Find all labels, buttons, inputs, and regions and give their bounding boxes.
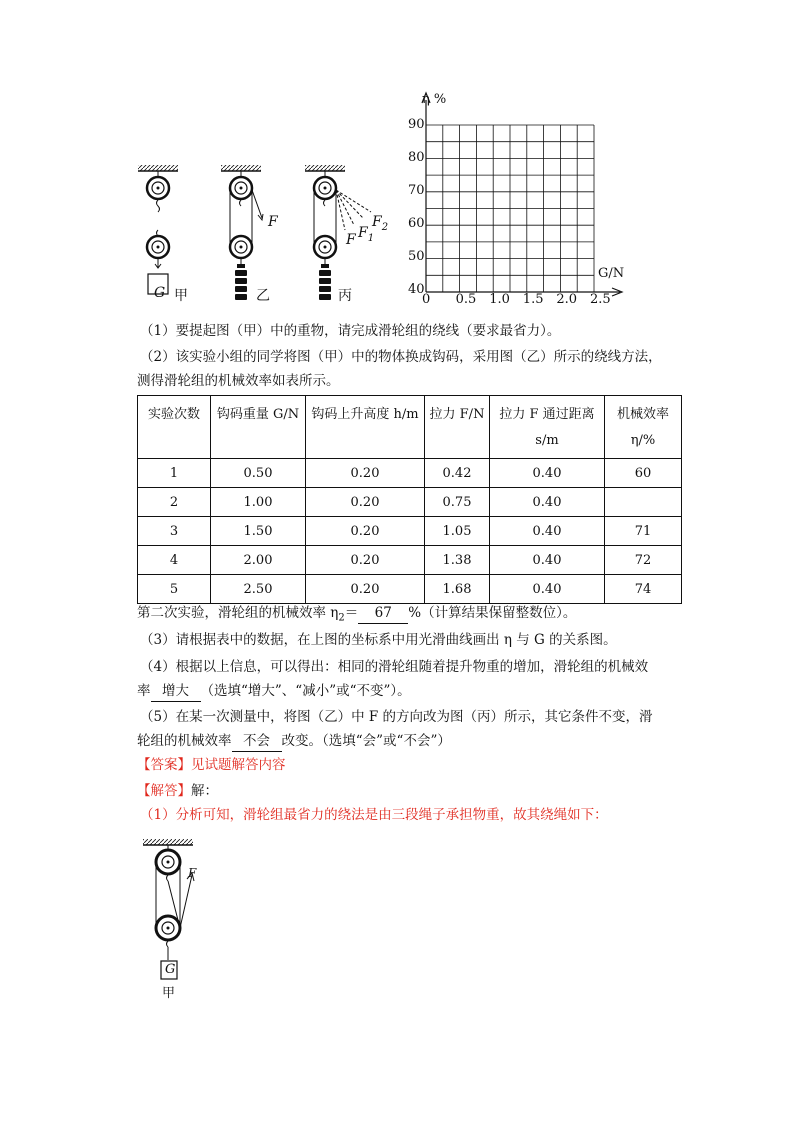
solution-G-label: G [165, 962, 176, 977]
table-cell: 74 [605, 575, 682, 604]
question-4-answer: 增大 [151, 681, 201, 702]
question-5-prefix: 轮组的机械效率 [137, 733, 232, 749]
table-cell: 1.38 [425, 546, 490, 575]
table-cell: 3 [138, 517, 211, 546]
table-row [138, 517, 682, 546]
answer-text: 见试题解答内容 [191, 757, 286, 773]
table-cell: 0.20 [306, 488, 425, 517]
y-tick-label: 80 [408, 150, 425, 165]
table-cell: 5 [138, 575, 211, 604]
second-trial-note: %（计算结果保留整数位）。 [408, 605, 577, 621]
x-tick-label: 1.0 [489, 292, 510, 307]
table-cell: 60 [605, 459, 682, 488]
table-cell: 1.50 [211, 517, 306, 546]
question-1: （1）要提起图（甲）中的重物，请完成滑轮组的绕线（要求最省力）。 [140, 323, 561, 339]
figure-yi-F: F [268, 214, 278, 230]
table-cell: 2.00 [211, 546, 306, 575]
figure-jia-G: G [154, 285, 166, 301]
y-tick-label: 40 [408, 282, 425, 297]
table-row [138, 546, 682, 575]
table-cell: 1 [138, 459, 211, 488]
y-tick-label: 70 [408, 183, 425, 198]
table-cell: 0.40 [490, 488, 605, 517]
table-cell: 0.40 [490, 459, 605, 488]
second-trial-line [137, 603, 576, 629]
y-tick-label: 50 [408, 249, 425, 264]
table-cell: 72 [605, 546, 682, 575]
x-tick-label: 0 [422, 292, 431, 307]
question-2-line1: （2）该实验小组的同学将图（甲）中的物体换成钩码，采用图（乙）所示的绕线方法， [140, 349, 662, 365]
figure-bing-label: 丙 [338, 288, 352, 304]
solution-pulley-figure [140, 835, 220, 1010]
figure-bing-F1-b: $F_1$ [358, 225, 375, 244]
table-cell: 1.68 [425, 575, 490, 604]
table-cell: 2.50 [211, 575, 306, 604]
question-3: （3）请根据表中的数据，在上图的坐标系中用光滑曲线画出 η 与 G 的关系图。 [140, 632, 617, 648]
table-row [138, 459, 682, 488]
question-4-options: （选填“增大”、“减小”或“不变”）。 [200, 683, 411, 699]
figure-yi [221, 165, 263, 300]
solution-text: 解： [191, 783, 218, 799]
solution-F-label: F [188, 866, 197, 880]
second-trial-text: 第二次实验，滑轮组的机械效率 η [137, 605, 339, 621]
table-cell: 0.20 [306, 575, 425, 604]
second-trial-answer: 67 [358, 603, 408, 624]
figure-bing-F1: F [346, 232, 356, 248]
table-row [138, 488, 682, 517]
table-header: 机械效率 η/% [605, 396, 682, 459]
question-5-line2 [137, 731, 451, 752]
figure-yi-label: 乙 [256, 288, 270, 304]
question-4-line2 [137, 681, 411, 702]
table-cell: 2 [138, 488, 211, 517]
solution-tag: 【解答】 [137, 783, 191, 799]
solution-line [137, 781, 218, 801]
table-cell: 0.20 [306, 459, 425, 488]
question-4-line1: （4）根据以上信息，可以得出：相同的滑轮组随着提升物重的增加，滑轮组的机械效 [140, 659, 649, 675]
table-cell: 0.75 [425, 488, 490, 517]
figure-bing-F2: $F_2$ [372, 214, 389, 233]
eta-subscript: 2 [338, 612, 345, 624]
table-cell [605, 488, 682, 517]
x-tick-label: 1.5 [522, 292, 544, 307]
data-table [137, 395, 682, 604]
table-cell: 0.20 [306, 517, 425, 546]
table-header: 钩码重量 G/N [211, 396, 306, 459]
graph-ylabel: η % [422, 92, 447, 107]
second-trial-equals: ＝ [344, 605, 359, 621]
table-cell: 0.20 [306, 546, 425, 575]
question-5-answer: 不会 [232, 731, 282, 752]
y-tick-label: 90 [408, 117, 425, 132]
question-5-line1: （5）在某一次测量中，将图（乙）中 F 的方向改为图（丙）所示，其它条件不变，滑 [140, 709, 653, 725]
table-header: 拉力 F/N [425, 396, 490, 459]
table-header: 拉力 F 通过距离 s/m [490, 396, 605, 459]
question-5-options: 改变。（选填“会”或“不会”） [281, 733, 451, 749]
table-cell: 0.40 [490, 546, 605, 575]
figure-jia-label: 甲 [174, 288, 188, 304]
answer-line [137, 755, 286, 775]
table-cell: 0.40 [490, 575, 605, 604]
x-tick-label: 0.5 [455, 292, 477, 307]
table-cell: 0.40 [490, 517, 605, 546]
table-header: 实验次数 [138, 396, 211, 459]
table-cell: 4 [138, 546, 211, 575]
table-cell: 0.50 [211, 459, 306, 488]
table-cell: 1.00 [211, 488, 306, 517]
y-tick-label: 60 [408, 216, 425, 231]
solution-1: （1）分析可知，滑轮组最省力的绕法是由三段绳子承担物重，故其绕绳如下： [140, 807, 608, 823]
table-cell: 1.05 [425, 517, 490, 546]
x-tick-label: 2.5 [590, 292, 611, 307]
graph-xlabel: G/N [598, 266, 625, 281]
table-row [138, 575, 682, 604]
question-4-prefix: 率 [137, 683, 151, 699]
question-2-line2: 测得滑轮组的机械效率如表所示。 [137, 373, 340, 389]
answer-tag: 【答案】 [137, 757, 191, 773]
table-cell: 71 [605, 517, 682, 546]
figure-jia [138, 165, 178, 294]
table-header: 钩码上升高度 h/m [306, 396, 425, 459]
table-cell: 0.42 [425, 459, 490, 488]
table-header-row [138, 396, 682, 459]
x-tick-label: 2.0 [556, 292, 578, 307]
solution-jia-label: 甲 [162, 986, 176, 1001]
